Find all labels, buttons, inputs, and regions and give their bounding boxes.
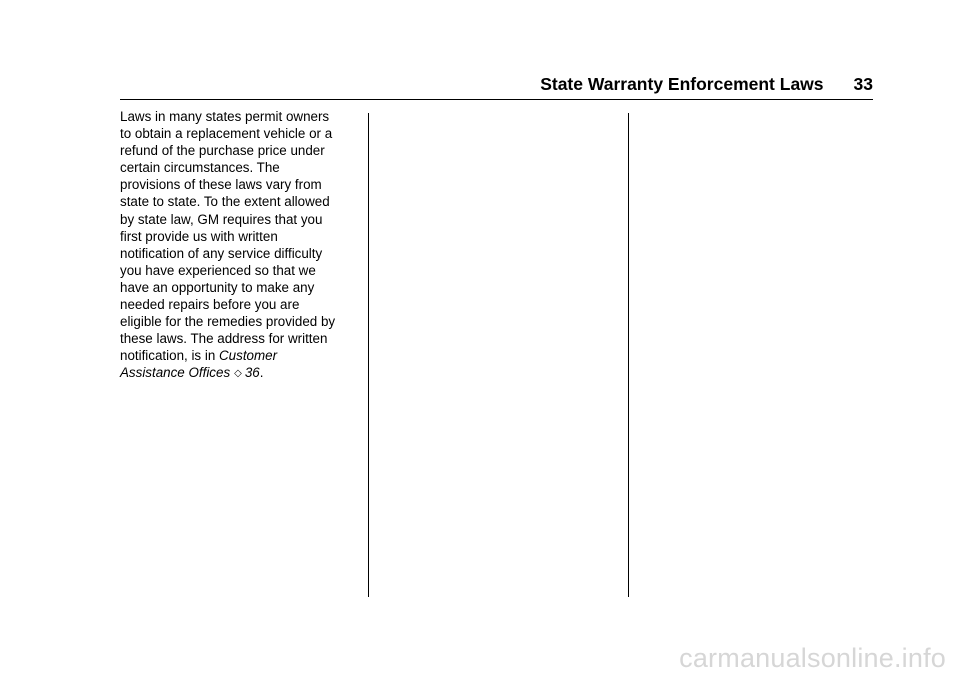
body-line: Laws in many states permit owners xyxy=(120,109,330,124)
body-paragraph xyxy=(120,108,356,383)
watermark: carmanualsonline.info xyxy=(679,643,946,673)
body-line: state to state. To the extent allowed xyxy=(120,194,330,210)
body-line-xref xyxy=(120,364,356,382)
body-line-prefix: notification, is in xyxy=(120,348,219,364)
body-line: eligible for the remedies provided by xyxy=(120,314,336,330)
column-divider-right xyxy=(628,113,629,597)
xref-link-customer[interactable]: Customer xyxy=(219,348,278,364)
cross-reference-icon: ◇ xyxy=(234,368,242,380)
column-divider-left xyxy=(368,113,369,597)
page-title: State Warranty Enforcement Laws xyxy=(540,73,824,94)
header-rule xyxy=(120,99,873,100)
body-line: provisions of these laws vary from xyxy=(120,177,322,193)
body-line: have an opportunity to make any xyxy=(120,279,315,295)
body-line: needed repairs before you are xyxy=(120,297,300,313)
page-number: 33 xyxy=(853,73,873,94)
body-line-with-xref xyxy=(120,347,356,364)
body-line: certain circumstances. The xyxy=(120,160,280,176)
body-line: to obtain a replacement vehicle or a xyxy=(120,126,333,142)
body-line: these laws. The address for written xyxy=(120,331,328,347)
body-line: by state law, GM requires that you xyxy=(120,211,323,227)
body-line: refund of the purchase price under xyxy=(120,143,325,159)
xref-suffix: . xyxy=(259,365,264,381)
body-line: first provide us with written xyxy=(120,228,278,244)
body-line: notification of any service difficulty xyxy=(120,245,323,261)
xref-link-assistance-offices[interactable]: Assistance Offices xyxy=(120,365,231,381)
body-line: you have experienced so that we xyxy=(120,262,316,278)
page-header xyxy=(120,70,873,98)
xref-page-number[interactable]: 36 xyxy=(244,365,260,381)
